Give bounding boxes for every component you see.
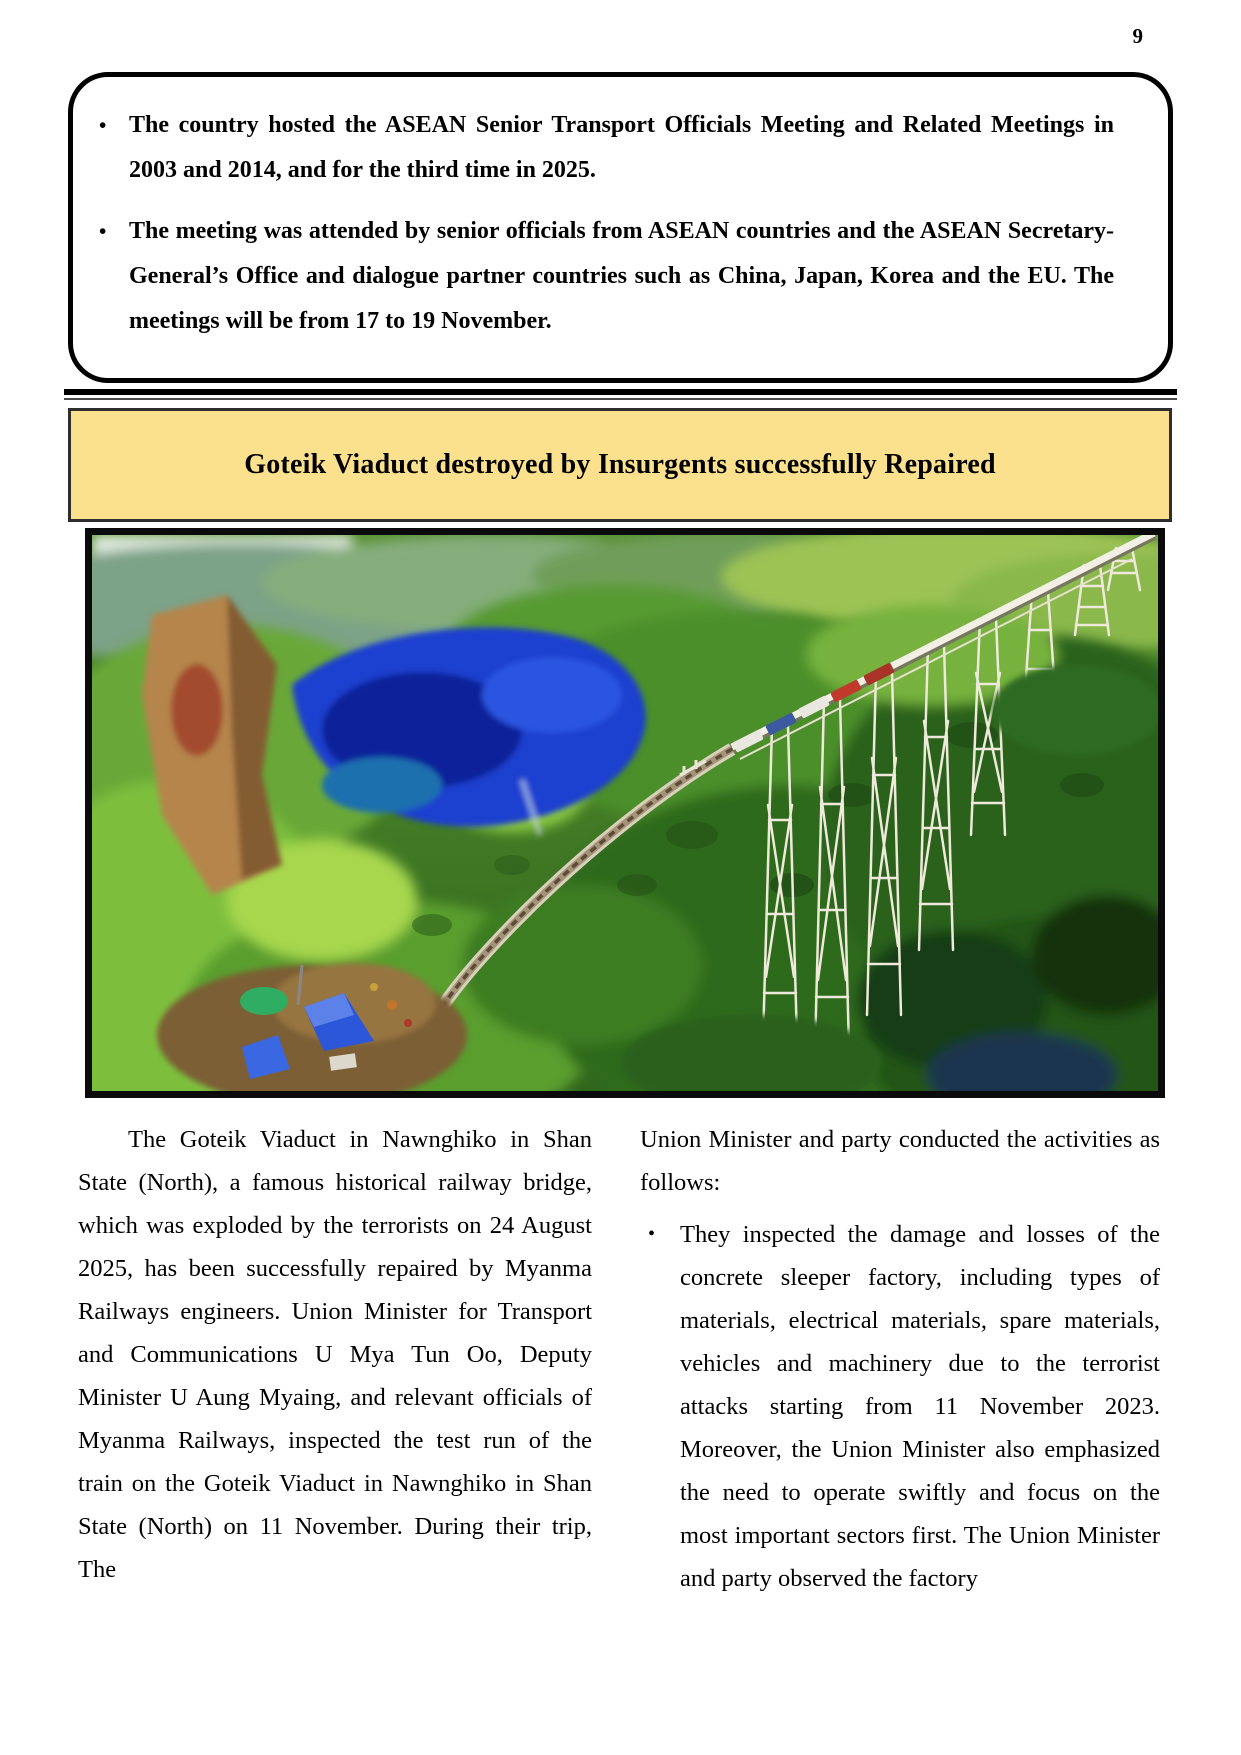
list-item-text: They inspected the damage and losses of the concrete sleeper factory, including types of materials, electrical materials, spare materials, vehicles and machinery due to the terrorist attacks starting from 11 November 2023. Moreover, the Union Minister also emphasized the need to operate swiftly and focus on the most important sectors first. The Union Minister and party observed the factory — [680, 1221, 1160, 1592]
viaduct-photo — [85, 528, 1165, 1098]
divider-thin-line — [64, 398, 1177, 400]
page-number: 9 — [1132, 24, 1143, 48]
section-divider — [64, 389, 1177, 400]
summary-bullet — [99, 103, 1114, 193]
article-paragraph: Union Minister and party conducted the activities as follows: — [640, 1126, 1160, 1196]
bullet-icon: • — [99, 113, 107, 137]
bullet-icon: • — [99, 219, 107, 243]
article-column-right — [640, 1118, 1160, 1600]
summary-bullet-text: The country hosted the ASEAN Senior Transport Officials Meeting and Related Meetings in 2003 and 2014, and for the third time in 2025. — [129, 112, 1114, 183]
article-paragraph: The Goteik Viaduct in Nawnghiko in Shan State (North), a famous historical railway bridge, which was exploded by the terrorists on 24 August 2025, has been successfully repaired by Myanma Railways engineers. Union Minister for Transport and Communications U Mya Tun Oo, Deputy Minister U Aung Myaing, and relevant officials of Myanma Railways, inspected the test run of the train on the Goteik Viaduct in Nawnghiko in Shan State (North) on 11 November. During their trip, The — [78, 1126, 592, 1583]
goteik-viaduct-photo-illustration — [92, 535, 1158, 1091]
article-bullet-list — [640, 1213, 1160, 1600]
list-item — [640, 1213, 1160, 1600]
summary-box — [68, 72, 1173, 383]
summary-bullet — [99, 209, 1114, 344]
bullet-icon: • — [648, 1223, 656, 1245]
headline-banner — [68, 408, 1172, 522]
divider-thick-line — [64, 389, 1177, 395]
summary-bullet-text: The meeting was attended by senior officials from ASEAN countries and the ASEAN Secretary-General’s Office and dialogue partner countries such as China, Japan, Korea and the EU. The meetings will be from 17 to 19 November. — [129, 218, 1114, 334]
article-title: Goteik Viaduct destroyed by Insurgents successfully Repaired — [244, 449, 996, 480]
article-column-left — [78, 1118, 592, 1591]
